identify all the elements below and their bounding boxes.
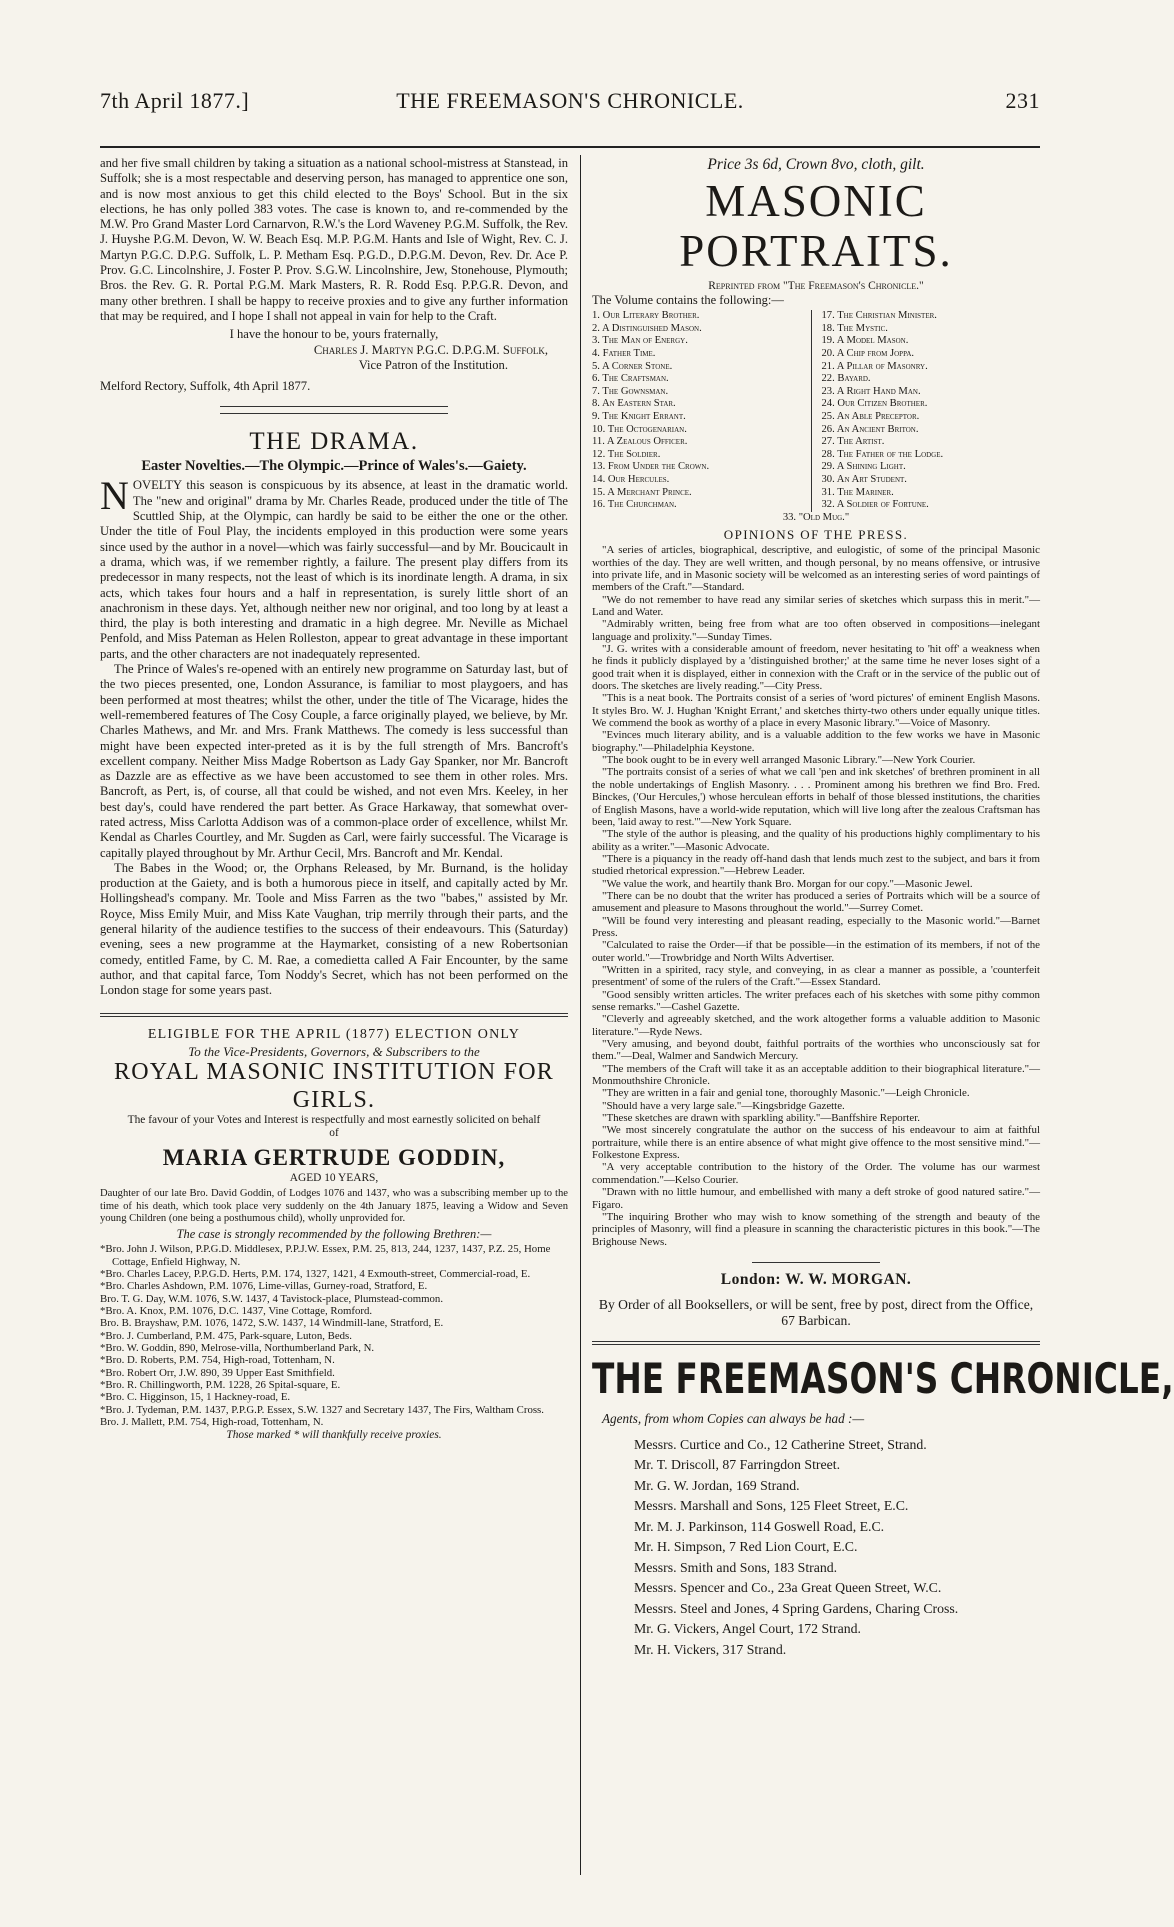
list-item: 17. The Christian Minister.: [821, 310, 937, 322]
opinions-heading: OPINIONS OF THE PRESS.: [723, 527, 909, 543]
list-item: *Bro. J. Cumberland, P.M. 475, Park-square, Luton, Beds.: [100, 1329, 352, 1342]
list-item: 26. An Ancient Briton.: [821, 423, 919, 435]
press-quote: "Written in a spirited, racy style, and conveying, in as clear a manner as possible, a 'counterfeit presentment' of some of the rulers of the Craft."—Essex Standard.: [592, 963, 1040, 989]
list-item: 29. A Shining Light.: [821, 461, 906, 473]
list-item: 8. An Eastern Star.: [592, 398, 676, 410]
list-item: 21. A Pillar of Masonry.: [821, 360, 928, 372]
list-item: 19. A Model Mason.: [821, 335, 909, 347]
candidate-details: Daughter of our late Bro. David Goddin, of Lodges 1076 and 1437, who was a subscribing member up to the time of his death, which took place very suddenly on the 4th January 1875, leaving a Widow and Seven young Children (one being a posthumous child), wholly unprovided for.: [100, 1188, 568, 1224]
list-item: 7. The Gownsman.: [592, 385, 669, 397]
list-item: 18. The Mystic.: [821, 322, 888, 334]
list-item: *Bro. John J. Wilson, P.P.G.D. Middlesex, P.P.J.W. Essex, P.M. 25, 813, 244, 1237, 1437, P.Z. 25, Home Cottage, Enfield Highway, N.: [100, 1243, 551, 1268]
right-column: [592, 156, 1174, 1866]
press-quote: "These sketches are drawn with sparkling ability."—Banffshire Reporter.: [602, 1112, 920, 1125]
list-item: 16. The Churchman.: [592, 499, 677, 511]
divider: [220, 413, 448, 414]
drama-article: [100, 473, 568, 998]
list-item: Messrs. Marshall and Sons, 125 Fleet Street, E.C.: [634, 1498, 909, 1514]
contents-table: [592, 310, 1040, 512]
divider: [592, 1344, 1040, 1345]
press-opinions: [592, 544, 1040, 1248]
list-item: 25. An Able Preceptor.: [821, 410, 920, 422]
drama-paragraph: The Prince of Wales's re-opened with an entirely new programme on Saturday last, but of the two pieces presented, one, London Assurance, is familiar to most playgoers, and has been performed at most theatres; whilst the other, under the title of The Vicarage, hides the well-remembered features of The Cosy Couple, a farce originally played, we believe, by Mr. Charles Mathews, and Mr. and Mrs. Frank Matthews. The comedy is less successful than might have been expected inter-preted as it is by the full strength of Mrs. Bancroft's excellent company. Neither Miss Madge Robertson as Lady Gay Spanker, nor Mr. Bancroft as Dazzle are as effective as we have been accustomed to see them in other roles. Mrs. Bancroft, as Pert, is, of course, all that could be wished, and not even Mrs. Keeley, in her best day's, could have rendered the part better. As Grace Harkaway, that somewhat over-rated actress, Miss Carlotta Addison was of a common-place order of excellence, whilst Mr. Kendal as Charles Courtley, and Mr. Sugden as Carl, were fairly successful. The Vicarage is capitally played throughout by Mr. Arthur Cecil, Mrs. Bancroft and Mr. Kendal.: [100, 662, 568, 860]
press-quote: "The book ought to be in every well arranged Masonic Library."—New York Courier.: [602, 754, 976, 767]
list-item: Mr. G. W. Jordan, 169 Strand.: [634, 1477, 800, 1493]
list-item: Mr. H. Vickers, 317 Strand.: [634, 1641, 787, 1657]
list-item: *Bro. W. Goddin, 890, Melrose-villa, Northumberland Park, N.: [100, 1341, 375, 1354]
press-quote: "Drawn with no little humour, and embellished with many a deft stroke of good natured satire."—Figaro.: [592, 1186, 1040, 1211]
drama-paragraph: The Babes in the Wood; or, the Orphans Released, by Mr. Burnand, is the holiday production at the Gaiety, and is both a humorous piece in itself, and capitally acted by Mr. Hollingshead's company. Mr. Toole and Miss Farren as the two "babes," assisted by Mr. Royce, Miss Emily Muir, and Miss Kate Vaughan, trip merrily through their parts, and the general hilarity of the audience testifies to the success of their endeavours. This (Saturday) evening, sees a new programme at the Haymarket, consisting of a new Robertsonian comedy, entitled Fame, by C. M. Rae, a comedietta called A Fair Encounter, by the same author, and that capital farce, Tom Noddy's Secret, which has not been performed on the London stage for some years past.: [100, 860, 568, 998]
list-item: 3. The Man of Energy.: [592, 335, 688, 347]
list-item: Messrs. Spencer and Co., 23a Great Queen Street, W.C.: [634, 1580, 942, 1596]
contents-last: 33. "Old Mug.": [782, 511, 850, 523]
drama-title: THE DRAMA.: [249, 428, 419, 456]
list-item: Messrs. Steel and Jones, 4 Spring Gardens, Charing Cross.: [634, 1600, 959, 1616]
press-quote: "The members of the Craft will take it as an acceptable addition to their biographical literature."—Monmouthshire Chronicle.: [592, 1062, 1040, 1088]
list-item: 31. The Mariner.: [821, 486, 894, 498]
list-item: Bro. T. G. Day, W.M. 1076, S.W. 1437, 4 Tavistock-place, Plumstead-common.: [100, 1292, 444, 1305]
election-notice: [100, 1027, 568, 1443]
list-item: 1. Our Literary Brother.: [592, 310, 700, 322]
list-item: Mr. M. J. Parkinson, 114 Goswell Road, E.C.: [634, 1518, 885, 1534]
letter-signature: Charles J. Martyn P.G.C. D.P.G.M. Suffolk,: [313, 342, 548, 357]
press-quote: "J. G. writes with a considerable amount of freedom, never hesitating to 'hit off' a weakness when he finds it publicly displayed by a 'distinguished brother;' at the same time he never loses sight of a good trait when it is displayed, either in connexion with the Craft or in the service of the public out of doors. The sketches are lively reading."—City Press.: [592, 643, 1040, 693]
list-item: 12. The Soldier.: [592, 448, 661, 460]
reprinted-line: Reprinted from "The Freemason's Chronicle.": [708, 280, 924, 292]
candidate-age: AGED 10 YEARS,: [289, 1172, 379, 1185]
recommended-line: The case is strongly recommended by the following Brethren:—: [176, 1226, 492, 1241]
list-item: *Bro. J. Tydeman, P.M. 1437, P.P.G.P. Essex, S.W. 1327 and Secretary 1437, The Firs, Waltham Cross.: [100, 1403, 544, 1416]
list-item: *Bro. D. Roberts, P.M. 754, High-road, Tottenham, N.: [100, 1354, 335, 1367]
list-item: *Bro. A. Knox, P.M. 1076, D.C. 1437, Vine Cottage, Romford.: [100, 1304, 373, 1317]
divider: [100, 1013, 568, 1014]
list-item: *Bro. R. Chillingworth, P.M. 1228, 26 Spital-square, E.: [100, 1378, 341, 1391]
press-quote: "This is a neat book. The Portraits consist of a series of 'word pictures' of eminent English Masons. It styles Bro. W. J. Hughan 'Knight Errant,' and sketches thirty-two others under equally unique titles. We commend the book as worthy of a place in every Masonic library."—Voice of Masonry.: [592, 692, 1040, 730]
proxies-note: Those marked * will thankfully receive proxies.: [226, 1429, 442, 1442]
press-quote: "Should have a very large sale."—Kingsbridge Gazette.: [602, 1099, 845, 1112]
order-line: By Order of all Booksellers, or will be sent, free by post, direct from the Office, 67 Barbican.: [598, 1296, 1034, 1328]
contents-list-left: [592, 310, 811, 512]
brethren-list: [100, 1243, 568, 1428]
press-quote: "Calculated to raise the Order—if that be possible—in the estimation of its members, if not of the outer world."—Trowbridge and North Wilts Advertiser.: [592, 939, 1040, 964]
issue-date: 7th April 1877.]: [100, 88, 250, 113]
contents-list-right: [811, 310, 1041, 512]
press-quote: "They are written in a fair and genial tone, thoroughly Masonic."—Leigh Chronicle.: [602, 1087, 970, 1100]
list-item: 22. Bayard.: [821, 373, 871, 385]
list-item: Bro. J. Mallett, P.M. 754, High-road, Tottenham, N.: [100, 1415, 324, 1428]
press-quote: "The portraits consist of a series of what we call 'pen and ink sketches' of brethren prominent in all the noble undertakings of English Masonry. . . . Prominent among his brethren we find Bro. Fred. Binckes, ('Our Hercules,') whose herculean efforts in behalf of those blessed institutions, the charities of English Masons, have a world-wide reputation, which will live long after the zealous Craftsman has been, 'laid away to rest.'"—New York Square.: [592, 766, 1040, 828]
drama-subhead: Easter Novelties.—The Olympic.—Prince of Wales's.—Gaiety.: [141, 458, 527, 475]
press-quote: "There is a piquancy in the ready off-hand dash that lends much zest to the subject, and bars it from studied rhetorical expression."—Hebrew Leader.: [592, 852, 1040, 878]
list-item: 28. The Father of the Lodge.: [821, 448, 944, 460]
agents-list: [592, 1435, 1040, 1661]
publication-title: THE FREEMASON'S CHRONICLE.: [396, 88, 744, 113]
header-rule: [100, 146, 1040, 148]
book-title: MASONIC PORTRAITS.: [679, 176, 953, 276]
list-item: 27. The Artist.: [821, 436, 885, 448]
press-quote: "We value the work, and heartily thank Bro. Morgan for our copy."—Masonic Jewel.: [602, 877, 973, 890]
column-divider: [580, 155, 581, 1875]
page-number: 231: [1005, 88, 1040, 113]
list-item: 9. The Knight Errant.: [592, 410, 686, 422]
list-item: 14. Our Hercules.: [592, 473, 670, 485]
left-column: [100, 156, 568, 1866]
list-item: 5. A Corner Stone.: [592, 360, 673, 372]
list-item: 24. Our Citizen Brother.: [821, 398, 928, 410]
list-item: *Bro. Charles Lacey, P.P.G.D. Herts, P.M. 174, 1327, 1421, 4 Exmouth-street, Commercial-road, E.: [100, 1267, 531, 1280]
letter-place-date: Melford Rectory, Suffolk, 4th April 1877.: [100, 379, 311, 394]
list-item: 20. A Chip from Joppa.: [821, 347, 915, 359]
list-item: 10. The Octogenarian.: [592, 423, 687, 435]
divider: [220, 406, 448, 407]
list-item: Mr. T. Driscoll, 87 Farringdon Street.: [634, 1457, 841, 1473]
letter-role: Vice Patron of the Institution.: [358, 357, 508, 372]
letter-body: and her five small children by taking a situation as a national school-mistress at Stanstead, in Suffolk; she is a most respectable and deserving person, has managed to apprentice one son, and is now most anxious to get this child elected to the Boys' School. But in the six elections, he has only polled 383 votes. The case is known to, and re-commended by the M.W. Pro Grand Master Lord Carnarvon, R.W.'s the Lord Waveney P.G.M. Suffolk, the Rev. J. Huyshe P.G.M. Devon, W. W. Beach Esq. M.P. P.G.M. Hants and Isle of Wight, Rev. C. J. Martyn P.G.C. D.P.G. Suffolk, L. P. Metham Esq. P.G.D., D.P.G.M. Devon, Rev. Dr. Ace P. Prov. G.C. Lincolnshire, J. Foster P. Prov. S.G.W. Lincolnshire, Jew, Stonehouse, Plymouth; Bros. the Rev. G. R. Portal P.G.M. Mark Masters, R. R. Rodd Esq. P.P.G.R. Devon, and many other brethren. I shall be happy to receive proxies and to give any further information that may be required, and I hope I shall not appeal in vain for help to the Craft.: [100, 156, 568, 323]
press-quote: "We do not remember to have read any similar series of sketches which surpass this in merit."—Land and Water.: [592, 593, 1040, 619]
press-quote: "Will be found very interesting and pleasant reading, especially to the Masonic world."—Barnet Press.: [592, 914, 1040, 939]
list-item: 2. A Distinguished Mason.: [592, 322, 702, 334]
press-quote: "Good sensibly written articles. The writer prefaces each of his sketches with some pithy common sense remarks."—Cashel Gazette.: [592, 988, 1040, 1014]
list-item: Mr. G. Vickers, Angel Court, 172 Strand.: [634, 1621, 861, 1637]
divider: [752, 1262, 880, 1263]
press-quote: "Evinces much literary ability, and is a valuable addition to the few works we have in Masonic biography."—Philadelphia Keystone.: [592, 729, 1040, 754]
list-item: Messrs. Smith and Sons, 183 Strand.: [634, 1559, 838, 1575]
divider: [100, 1016, 568, 1017]
list-item: *Bro. Charles Ashdown, P.M. 1076, Lime-villas, Gurney-road, Stratford, E.: [100, 1280, 428, 1293]
press-quote: "Cleverly and agreeably sketched, and the work altogether forms a valuable addition to Masonic literature."—Ryde News.: [592, 1013, 1040, 1038]
press-quote: "A series of articles, biographical, descriptive, and eulogistic, of some of the principal Masonic worthies of the day. They are well written, and though personal, by no means offensive, or intrusive into private life, and in Masonic society will be welcomed as an interesting series of word paintings of members of the Craft."—Standard.: [592, 544, 1040, 594]
list-item: 32. A Soldier of Fortune.: [821, 499, 929, 511]
divider: [592, 1341, 1040, 1342]
drama-paragraph: OVELTY this season is conspicuous by its absence, at least in the dramatic world. The "new and original" drama by Mr. Charles Reade, produced under the title of The Scuttled Ship, at the Olympic, can hardly be said to be either the one or the other. Under the title of Foul Play, the incidents employed in this production were some years since used by the author in a novel—which was fairly successful—and by Mr. Boucicault in a drama, which was, if we remember rightly, a failure. The present play differs from its predecessor in many respects, not the least of which is its inordinate length. A drama, in six acts, which takes four hours and a half in representation, is surely little short of an anachronism in these days. Yet, although neither new nor original, and too long by at least a third, the play is both interesting and dramatic in a high degree. Mr. Neville as Michael Penfold, and Miss Pateman as Helen Rolleston, appear to great advantage in these important parts, and the other characters are not inadequately represented.: [100, 478, 568, 661]
list-item: 6. The Craftsman.: [592, 373, 669, 385]
agents-intro: Agents, from whom Copies can always be had :—: [602, 1410, 865, 1426]
press-quote: "Very amusing, and beyond doubt, faithful portraits of the worthies who unconsciously sat for them."—Deal, Walmer and Sandwich Mercury.: [592, 1038, 1040, 1063]
list-item: Messrs. Curtice and Co., 12 Catherine Street, Strand.: [634, 1436, 927, 1452]
publisher-line: London: W. W. MORGAN.: [720, 1270, 912, 1288]
eligible-heading: ELIGIBLE FOR THE APRIL (1877) ELECTION ONLY: [147, 1026, 521, 1042]
letter-closing: I have the honour to be, yours fraternally,: [229, 327, 439, 342]
list-item: *Bro. C. Higginson, 15, 1 Hackney-road, E.: [100, 1391, 291, 1404]
candidate-name: MARIA GERTRUDE GODDIN,: [162, 1145, 506, 1171]
drop-cap: N: [100, 473, 129, 519]
list-item: 11. A Zealous Officer.: [592, 436, 688, 448]
favour-request: The favour of your Votes and Interest is respectfully and most earnestly solicited on behalf of: [127, 1113, 541, 1139]
press-quote: "The style of the author is pleasing, and the quality of his productions highly complimentary to his ability as a writer."—Masonic Advocate.: [592, 828, 1040, 853]
masthead: THE FREEMASON'S CHRONICLE,: [592, 1353, 1174, 1403]
list-item: Bro. B. Brayshaw, P.M. 1076, 1472, S.W. 1437, 14 Windmill-lane, Stratford, E.: [100, 1317, 444, 1330]
list-item: 30. An Art Student.: [821, 473, 907, 485]
contents-intro: The Volume contains the following:—: [592, 293, 784, 307]
press-quote: "Admirably written, being free from what are too often observed in compositions—inelegant language and prolixity."—Sunday Times.: [592, 618, 1040, 643]
institution-name: ROYAL MASONIC INSTITUTION FOR GIRLS.: [114, 1058, 554, 1113]
list-item: 4. Father Time.: [592, 347, 656, 359]
price-line: Price 3s 6d, Crown 8vo, cloth, gilt.: [707, 156, 925, 173]
press-quote: "We most sincerely congratulate the author on the success of his endeavour to aim at faithful portraiture, while there is an entire absence of what might give offence to the most sensitive mind."—Folkestone Express.: [592, 1124, 1040, 1162]
press-quote: "There can be no doubt that the writer has produced a series of Portraits which will be a source of amusement and pleasure to Masons throughout the world."—Surrey Comet.: [592, 889, 1040, 915]
notice-addressees: To the Vice-Presidents, Governors, & Subscribers to the: [188, 1043, 480, 1059]
list-item: 13. From Under the Crown.: [592, 461, 710, 473]
list-item: Mr. H. Simpson, 7 Red Lion Court, E.C.: [634, 1539, 858, 1555]
press-quote: "A very acceptable contribution to the history of the Order. The volume has our warmest commendation."—Kelso Courier.: [592, 1161, 1040, 1186]
page-header: [100, 88, 1040, 122]
list-item: 15. A Merchant Prince.: [592, 486, 692, 498]
list-item: 23. A Right Hand Man.: [821, 385, 921, 397]
press-quote: "The inquiring Brother who may wish to know something of the strength and beauty of the principles of Masonry, will find a pleasure in scanning the characteristic pictures in this book."—The Brighouse News.: [592, 1210, 1040, 1248]
list-item: *Bro. Robert Orr, J.W. 890, 39 Upper East Smithfield.: [100, 1366, 335, 1379]
